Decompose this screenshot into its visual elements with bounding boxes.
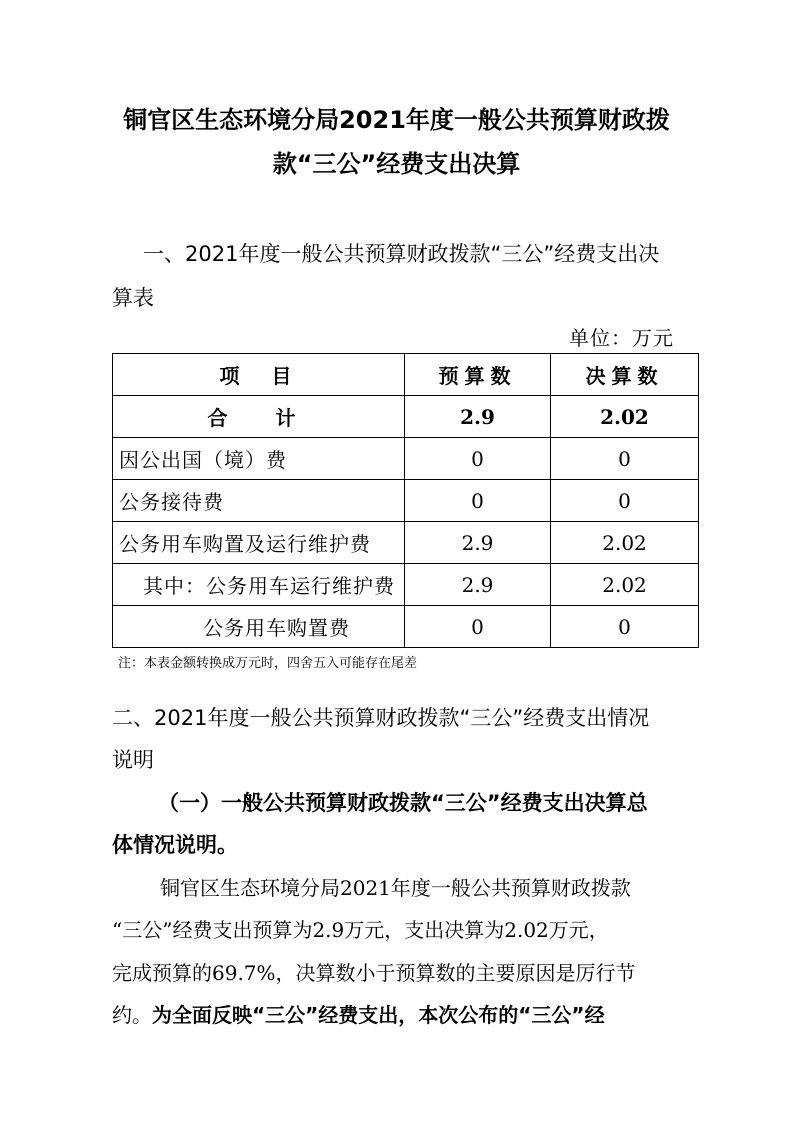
subsection-1-heading-line-2: 体情况说明。 xyxy=(112,833,238,857)
table-row xyxy=(113,606,699,648)
row-actual-value: 0 xyxy=(551,480,699,522)
section-1-heading-line-1: 一、2021年度一般公共预算财政拨款“三公”经费支出决 xyxy=(143,242,660,266)
table-row xyxy=(113,480,699,522)
subsection-1-heading-line-1: （一）一般公共预算财政拨款“三公”经费支出决算总 xyxy=(158,791,648,815)
table-row xyxy=(113,522,699,564)
section-2-heading-line-1: 二、2021年度一般公共预算财政拨款“三公”经费支出情况 xyxy=(112,706,650,730)
paragraph-line-3: 完成预算的69.7%，决算数小于预算数的主要原因是厉行节 xyxy=(112,961,636,985)
document-title-line-2: 款“三公”经费支出决算 xyxy=(272,150,521,178)
row-budget-value: 0 xyxy=(405,480,551,522)
section-1-heading-line-2: 算表 xyxy=(112,286,154,310)
row-budget-value: 2.9 xyxy=(405,564,551,606)
paragraph-line-4 xyxy=(112,999,605,1028)
table-header-row xyxy=(113,354,699,396)
section-2-heading-line-2: 说明 xyxy=(112,748,154,772)
table-row-total xyxy=(113,396,699,438)
table-row xyxy=(113,564,699,606)
row-label: 因公出国（境）费 xyxy=(113,438,405,480)
column-header-actual: 决算数 xyxy=(551,354,699,396)
column-header-budget: 预算数 xyxy=(405,354,551,396)
three-public-expenses-table xyxy=(112,353,699,648)
table-footnote: 注：本表金额转换成万元时，四舍五入可能存在尾差 xyxy=(118,656,418,671)
row-label: 其中：公务用车运行维护费 xyxy=(113,564,405,606)
row-actual-value: 0 xyxy=(551,438,699,480)
table-row xyxy=(113,438,699,480)
row-budget-value: 2.9 xyxy=(405,522,551,564)
row-actual-value: 2.02 xyxy=(551,522,699,564)
row-actual-value: 0 xyxy=(551,606,699,648)
row-actual-value: 2.02 xyxy=(551,564,699,606)
paragraph-line-4-normal-text: 约。 xyxy=(112,1003,152,1027)
row-label: 公务用车购置费 xyxy=(113,606,405,648)
row-budget-value: 0 xyxy=(405,606,551,648)
row-budget-value: 0 xyxy=(405,438,551,480)
paragraph-line-4-bold-text: 为全面反映“三公”经费支出，本次公布的“三公”经 xyxy=(152,1003,605,1027)
unit-label: 单位：万元 xyxy=(569,326,674,350)
column-header-item: 项 目 xyxy=(113,354,405,396)
row-actual-value: 2.02 xyxy=(551,396,699,438)
document-title-line-1: 铜官区生态环境分局2021年度一般公共预算财政拨 xyxy=(123,106,670,134)
row-label: 公务接待费 xyxy=(113,480,405,522)
row-label: 合 计 xyxy=(113,396,405,438)
row-budget-value: 2.9 xyxy=(405,396,551,438)
paragraph-line-2: “三公”经费支出预算为2.9万元，支出决算为2.02万元， xyxy=(112,918,609,942)
row-label: 公务用车购置及运行维护费 xyxy=(113,522,405,564)
paragraph-line-1: 铜官区生态环境分局2021年度一般公共预算财政拨款 xyxy=(160,876,631,900)
